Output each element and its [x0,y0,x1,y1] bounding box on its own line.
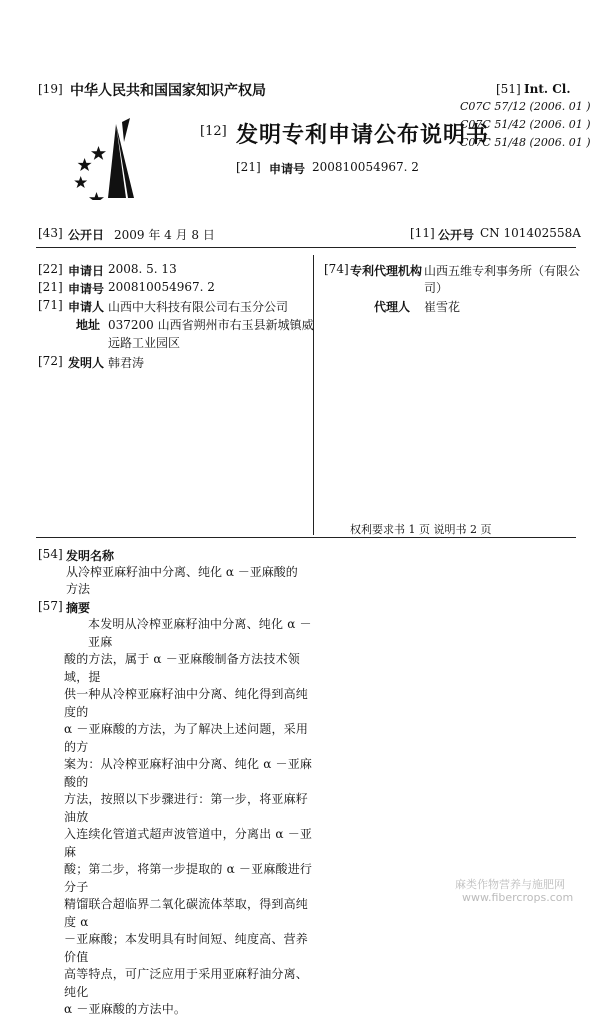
inventor-label: 发明人 [68,356,105,370]
applicant-value: 山西中大科技有限公司右玉分公司 [108,300,289,314]
address-label: 地址 [76,318,101,332]
abstract-line: 方法，按照以下步骤进行：第一步，将亚麻籽油放 [64,792,309,824]
agent-label: 代理人 [374,300,411,314]
agent-value: 崔雪花 [424,300,461,314]
doc-code: [12] [200,124,227,139]
abstract-line: 酸的方法，属于 α －亚麻酸制备方法技术领域，提 [64,652,300,684]
agency-line: 司） [424,281,449,295]
ipc-entry: C07C 51/48 (2006. 01 ) [460,136,591,149]
invention-title: 方法 [66,582,91,596]
abstract-line: 精馏联合超临界二氧化碳流体萃取，得到高纯度 α [64,897,309,929]
cnipa-emblem-icon [70,118,160,200]
pubdate-code: [43] [38,226,63,240]
ipc-entry: C07C 51/42 (2006. 01 ) [460,118,591,131]
abstract-line: 案为：从冷榨亚麻籽油中分离、纯化 α －亚麻酸的 [64,757,313,789]
pubdate-value: 2009 年 4 月 8 日 [114,228,215,242]
appno-code: [21] [236,160,261,174]
claims-note: 权利要求书 1 页 说明书 2 页 [350,523,492,536]
pubno-value: CN 101402558A [480,226,581,240]
pubno-code: [11] [410,226,435,240]
title-label: 发明名称 [66,549,115,563]
abstract-line: α －亚麻酸的方法中。 [64,1002,187,1016]
column-divider [313,255,314,535]
abstract-line: 本发明从冷榨亚麻籽油中分离、纯化 α －亚麻 [88,617,312,649]
abstract-body [64,616,314,1019]
abstract-line: 供一种从冷榨亚麻籽油中分离、纯化得到高纯度的 [64,687,309,719]
abstract-line: －亚麻酸；本发明具有时间短、纯度高、营养价值 [64,932,309,964]
appno2-value: 200810054967. 2 [108,280,215,294]
applicant-label: 申请人 [68,300,105,314]
watermark-line: 麻类作物营养与施肥网 [455,878,565,891]
abstract-line: 高等特点，可广泛应用于采用亚麻籽油分离、纯化 [64,967,309,999]
abstract-line: 入连续化管道式超声波管道中，分离出 α －亚麻 [64,827,313,859]
applicant-code: [71] [38,298,63,312]
abstract-line: α －亚麻酸的方法，为了解决上述问题，采用的方 [64,722,309,754]
appno-value: 200810054967. 2 [312,160,419,174]
office-code: [19] [38,82,63,96]
appno-label: 申请号 [269,162,306,176]
inventor-value: 韩君涛 [108,356,145,370]
filing-value: 2008. 5. 13 [108,262,177,276]
appno2-code: [21] [38,280,63,294]
agency-code: [74] [324,262,349,276]
agency-label: 专利代理机构 [350,264,423,278]
title-code: [54] [38,547,63,561]
address-line: 远路工业园区 [108,336,181,350]
filing-label: 申请日 [68,264,105,278]
agency-line: 山西五维专利事务所（有限公 [424,264,581,278]
watermark-url: www.fibercrops.com [462,891,574,904]
address-line: 037200 山西省朔州市右玉县新城镇威 [108,318,314,332]
filing-code: [22] [38,262,63,276]
ipc-code: [51] [496,82,521,96]
inventor-code: [72] [38,354,63,368]
office-name: 中华人民共和国国家知识产权局 [70,83,266,99]
ipc-entry: C07C 57/12 (2006. 01 ) [460,100,591,113]
pubno-label: 公开号 [438,228,475,242]
divider [36,537,576,538]
abstract-label: 摘要 [66,601,91,615]
appno2-label: 申请号 [68,282,105,296]
ipc-label: Int. Cl. [524,82,571,96]
abstract-code: [57] [38,599,63,613]
abstract-line: 酸；第二步，将第一步提取的 α －亚麻酸进行分子 [64,862,313,894]
divider [36,247,576,248]
invention-title: 从冷榨亚麻籽油中分离、纯化 α －亚麻酸的 [66,565,298,579]
doc-title: 发明专利申请公布说明书 [236,122,490,148]
pubdate-label: 公开日 [68,228,105,242]
